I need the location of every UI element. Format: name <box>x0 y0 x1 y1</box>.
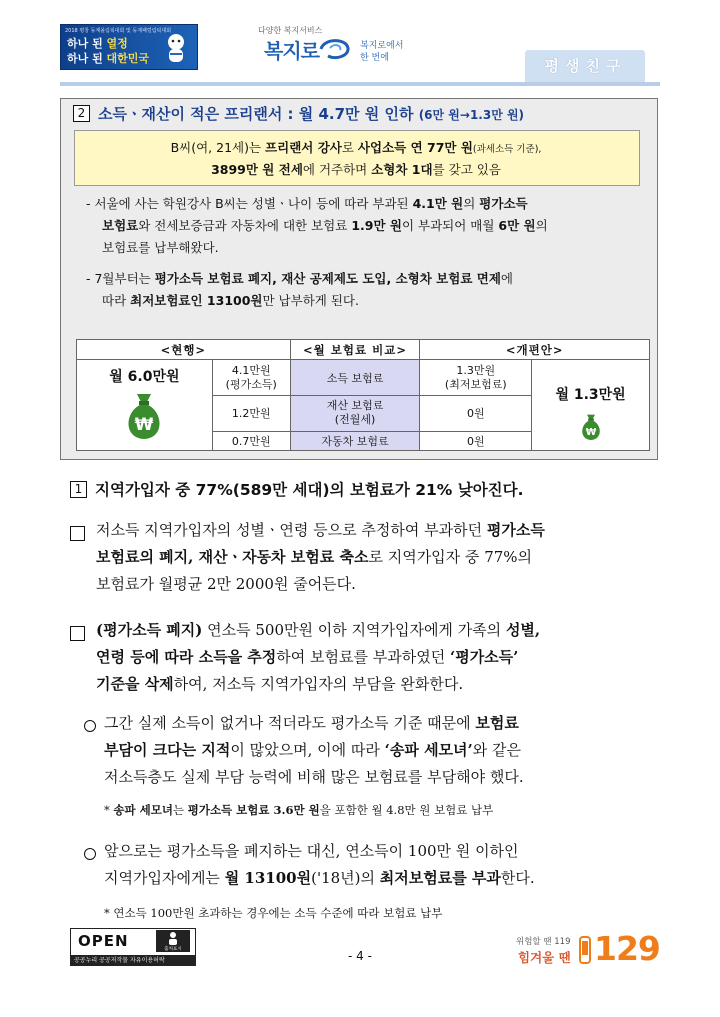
current-property-cell: 1.2만원 <box>212 396 290 432</box>
bokjiro-right-line-2: 한 번에 <box>360 53 389 63</box>
t: 한다. <box>500 869 535 887</box>
current-total-cell <box>77 360 213 451</box>
t: 월 13100원 <box>224 869 312 887</box>
bullet-1-line-3: 보험료가 월평균 2만 2000원 줄어든다. <box>96 575 356 593</box>
t: 부담이 크다는 지적 <box>104 741 231 759</box>
bullet-2-line-2 <box>96 646 518 667</box>
table-head-compare: <월 보험료 비교> <box>290 340 420 360</box>
person-icon <box>156 930 190 946</box>
square-bullet-icon <box>70 626 85 641</box>
phone-icon <box>579 936 591 964</box>
t: 보험료 <box>102 218 139 233</box>
t: 을 포함한 월 4.8만 원 보험료 납부 <box>319 803 494 817</box>
case-para-1-line-2 <box>102 215 548 237</box>
section-number: 1 <box>70 481 87 498</box>
case-para-2-line-1 <box>86 268 513 290</box>
t: 최저보험료를 부과 <box>379 869 501 887</box>
item-car: 자동차 보험료 <box>290 431 420 450</box>
t: 4.1만 원 <box>412 196 464 211</box>
t: 송파 세모녀 <box>113 803 173 817</box>
header-divider <box>60 82 660 86</box>
table-head-current: <현행> <box>77 340 291 360</box>
banner-caption: 2018 평창 동계올림픽대회 및 동계패럴림픽대회 <box>65 28 172 34</box>
t: 평가소득 <box>486 521 545 539</box>
bullet-2-line-3 <box>96 673 463 694</box>
sub-1-line-3: 저소득층도 실제 부담 능력에 비해 많은 보험료를 부담해야 했다. <box>104 768 524 786</box>
section-heading: 지역가입자 중 77%(589만 세대)의 보험료가 21% 낮아진다. <box>95 481 524 499</box>
t: 에 <box>500 271 513 286</box>
current-car-cell: 0.7만원 <box>212 431 290 450</box>
svg-text:₩: ₩ <box>585 426 596 438</box>
new-car-cell: 0원 <box>420 431 532 450</box>
hotline-number: 129 <box>594 929 660 968</box>
hotline-slogan: 힘겨울 땐 <box>518 950 571 965</box>
open-license-caption: 공공누리 공공저작물 자유이용허락 <box>74 957 165 964</box>
t: 하여 보험료를 부과하였던 <box>276 648 450 666</box>
t: 는 <box>172 803 188 817</box>
page-number: - 4 - <box>348 949 372 963</box>
sub-1-line-1 <box>104 712 519 733</box>
t: ('18년)의 <box>311 869 380 887</box>
current-income-cell: 4.1만원 (평가소득) <box>212 360 290 396</box>
t: 3899만 원 전세 <box>211 162 303 177</box>
t: 와 전세보증금과 자동차에 대한 보험료 <box>138 218 352 233</box>
bokjiro-logo: 복지로 <box>264 39 319 63</box>
case-summary-line-1 <box>74 138 638 156</box>
t: ‘송파 세모녀’ <box>384 741 473 759</box>
t: 평가소득 보험료 폐지, 재산 공제제도 도입, 소형차 보험료 면제 <box>154 271 501 286</box>
t: 소형차 1대 <box>371 162 433 177</box>
hotline-caption: 위험할 땐 119 <box>516 937 571 947</box>
t: 에 거주하며 <box>302 162 372 177</box>
banner-line-2-a: 하나 된 <box>67 52 107 65</box>
t: 를 갖고 있음 <box>432 162 501 177</box>
table-head-new: <개편안> <box>420 340 650 360</box>
t: 보험료의 폐지, 재산ㆍ자동차 보험료 축소 <box>96 548 369 566</box>
sub-2-line-2 <box>104 867 535 888</box>
svg-text:₩: ₩ <box>135 414 154 435</box>
new-total-cell <box>532 360 650 451</box>
t: 와 같은 <box>472 741 522 759</box>
case-para-2-line-2 <box>102 290 359 312</box>
t: (평가소득 폐지) <box>96 621 203 639</box>
case-title <box>98 103 524 124</box>
t: 만 납부하게 된다. <box>262 293 359 308</box>
t: 기준을 삭제 <box>96 675 174 693</box>
current-total: 월 6.0만원 <box>109 368 180 385</box>
t: 보험료 <box>475 714 519 732</box>
sub-1-line-2 <box>104 739 521 760</box>
banner-line-1-b: 열정 <box>106 37 128 50</box>
t: 6만 원 <box>498 218 536 233</box>
t: B씨(여, 21세)는 <box>170 140 266 155</box>
t: 이 부과되어 매월 <box>401 218 499 233</box>
t: ‘평가소득’ <box>449 648 519 666</box>
t: 따라 <box>102 293 131 308</box>
circle-bullet-icon <box>84 720 96 732</box>
t: 평가소득 <box>479 196 528 211</box>
case-title-main: 소득ㆍ재산이 적은 프리랜서 : 월 4.7만 원 인하 <box>98 105 419 123</box>
case-summary-line-2 <box>74 160 638 178</box>
square-bullet-icon <box>70 526 85 541</box>
attribution-label: 출처표시 <box>164 947 182 952</box>
new-income-cell: 1.3만원 (최저보험료) <box>420 360 532 396</box>
case-title-sub: (6만 원→1.3만 원) <box>418 108 525 122</box>
t: 하여, 저소득 지역가입자의 부담을 완화한다. <box>173 675 464 693</box>
case-para-1-line-1 <box>86 193 528 215</box>
bullet-2-line-1 <box>96 619 540 640</box>
t: 로 지역가입자 중 77%의 <box>368 548 533 566</box>
bullet-1-line-1 <box>96 519 545 540</box>
t: 저소득 지역가입자의 성별ㆍ연령 등으로 추정하여 부과하던 <box>96 521 487 539</box>
banner-line-2-b: 대한민국 <box>106 52 150 65</box>
case-number: 2 <box>73 105 90 122</box>
sub-2-line-1: 앞으로는 평가소득을 폐지하는 대신, 연소득이 100만 원 이하인 <box>104 842 519 860</box>
note-1 <box>104 802 493 818</box>
bokjiro-swirl-icon <box>318 36 352 62</box>
money-bag-icon <box>121 390 167 442</box>
premium-comparison-table <box>76 339 650 451</box>
new-total: 월 1.3만원 <box>555 386 626 403</box>
new-property-cell: 0원 <box>420 396 532 432</box>
item-income: 소득 보험료 <box>290 360 420 396</box>
olympic-banner <box>60 24 198 70</box>
bullet-1-line-2 <box>96 546 532 567</box>
t: 최저보험료인 13100원 <box>130 293 263 308</box>
t: - 서울에 사는 학원강사 B씨는 성별ㆍ나이 등에 따라 부과된 <box>86 196 413 211</box>
t: - 7월부터는 <box>86 271 155 286</box>
t: 프리랜서 강사 <box>265 140 342 155</box>
t: 평가소득 보험료 3.6만 원 <box>187 803 320 817</box>
bokjiro-tagline: 다양한 복지서비스 <box>258 26 323 35</box>
section-tab-label: 평생친구 <box>544 57 627 75</box>
open-license-word: OPEN <box>78 932 129 950</box>
t: 그간 실제 소득이 없거나 적더라도 평가소득 기준 때문에 <box>104 714 476 732</box>
case-para-1-line-3: 보험료를 납부해왔다. <box>102 240 219 255</box>
circle-bullet-icon <box>84 848 96 860</box>
mascot-icon <box>159 31 193 65</box>
t: 연령 등에 따라 소득을 추정 <box>96 648 277 666</box>
banner-line-2 <box>67 50 149 66</box>
t: (과세소득 기준), <box>472 144 542 155</box>
t: 성별, <box>505 621 541 639</box>
t: 사업소득 연 77만 원 <box>357 140 473 155</box>
t: 이 많았으며, 이에 따라 <box>230 741 385 759</box>
t: 지역가입자에게는 <box>104 869 225 887</box>
note-2: * 연소득 100만원 초과하는 경우에는 소득 수준에 따라 보험료 납부 <box>104 906 443 920</box>
banner-line-1-a: 하나 된 <box>67 37 107 50</box>
money-bag-small-icon <box>578 412 604 442</box>
t: 의 <box>535 218 548 233</box>
t: 연소득 500만원 이하 지역가입자에게 가족의 <box>202 621 506 639</box>
item-property: 재산 보험료 (전월세) <box>290 396 420 432</box>
t: * <box>104 803 114 817</box>
banner-line-1 <box>67 35 128 51</box>
bokjiro-right-line-1: 복지로에서 <box>360 41 404 51</box>
t: 로 <box>341 140 358 155</box>
t: 1.9만 원 <box>351 218 402 233</box>
t: 의 <box>463 196 480 211</box>
